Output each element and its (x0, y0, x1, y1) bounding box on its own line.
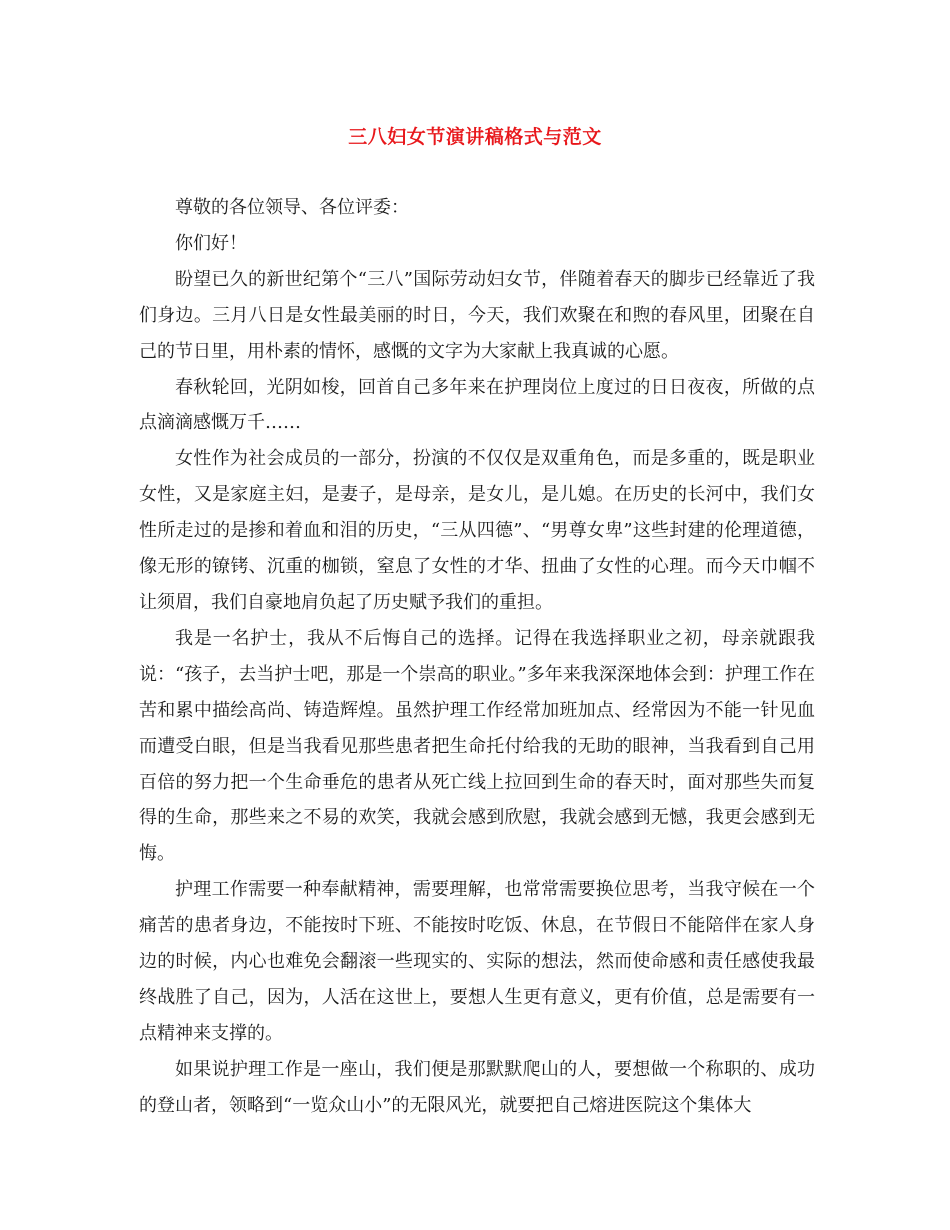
paragraph: 尊敬的各位领导、各位评委： (175, 197, 409, 218)
paragraph: 我是一名护士，我从不后悔自己的选择。记得在我选择职业之初，母亲就跟我说：“孩子，去当护士吧，那是一个崇高的职业。”多年来我深深地体会到：护理工作在苦和累中描绘高尚、铸造辉煌。虽然护理工作经常加班加点、经常因为不能一针见血而遭受白眼，但是当我看见那些患者把生命托付给我的无助的眼神，当我看到自己用百倍的努力把一个生命垂危的患者从死亡线上拉回到生命的春天时，面对那些失而复得的生命，那些来之不易的欢笑，我就会感到欣慰，我就会感到无憾，我更会感到无悔。 (139, 627, 815, 865)
paragraph: 如果说护理工作是一座山，我们便是那默默爬山的人，要想做一个称职的、成功的登山者，领略到“一览众山小”的无限风光，就要把自己熔进医院这个集体大 (139, 1058, 815, 1116)
document-body (139, 190, 815, 1124)
paragraph: 你们好！ (175, 232, 247, 254)
paragraph: 女性作为社会成员的一部分，扮演的不仅仅是双重角色，而是多重的，既是职业女性，又是家庭主妇，是妻子，是母亲，是女儿，是儿媳。在历史的长河中，我们女性所走过的是掺和着血和泪的历史，“三从四德”、“男尊女卑”这些封建的伦理道德，像无形的镣铐、沉重的枷锁，窒息了女性的才华、扭曲了女性的心理。而今天巾帼不让须眉，我们自豪地肩负起了历史赋予我们的重担。 (139, 448, 815, 613)
paragraph: 盼望已久的新世纪第个“三八”国际劳动妇女节，伴随着春天的脚步已经靠近了我们身边。三月八日是女性最美丽的时日，今天，我们欢聚在和煦的春风里，团聚在自己的节日里，用朴素的情怀，感慨的文字为大家献上我真诚的心愿。 (139, 268, 815, 362)
paragraph: 春秋轮回，光阴如梭，回首自己多年来在护理岗位上度过的日日夜夜，所做的点点滴滴感慨万千…… (139, 376, 815, 434)
paragraph: 护理工作需要一种奉献精神，需要理解，也常常需要换位思考，当我守候在一个痛苦的患者身边，不能按时下班、不能按时吃饭、休息，在节假日不能陪伴在家人身边的时候，内心也难免会翻滚一些现实的、实际的想法，然而使命感和责任感使我最终战胜了自己，因为，人活在这世上，要想人生更有意义，更有价值，总是需要有一点精神来支撑的。 (139, 879, 815, 1044)
document-title: 三八妇女节演讲稿格式与范文 (348, 126, 602, 148)
